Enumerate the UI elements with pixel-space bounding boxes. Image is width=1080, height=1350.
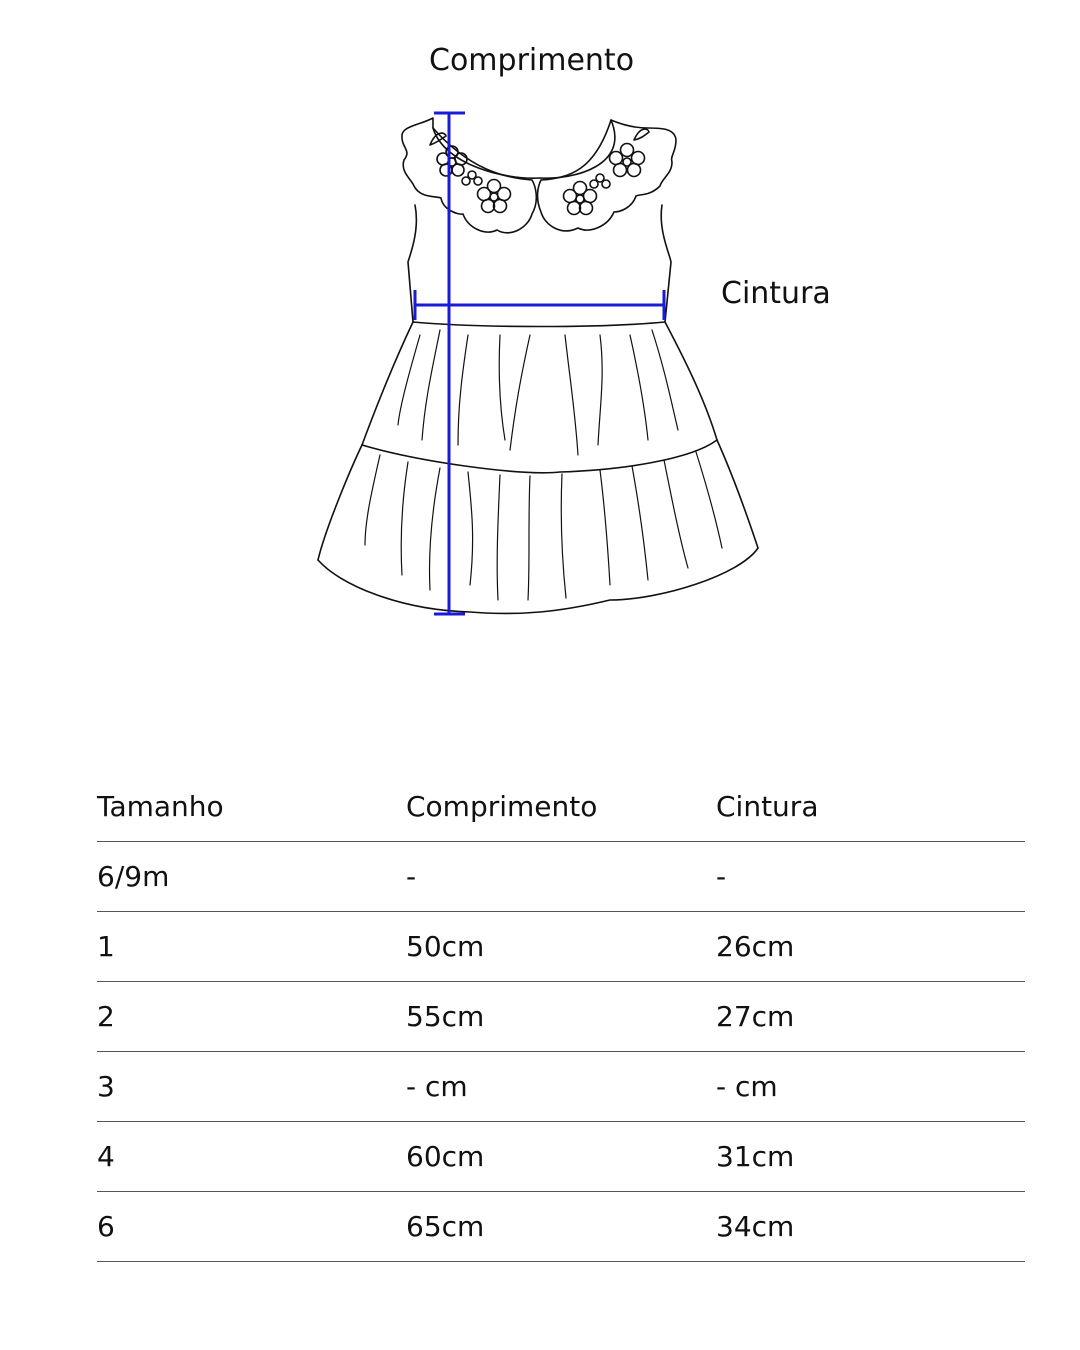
waist-measure-line bbox=[415, 290, 664, 320]
length-label: Comprimento bbox=[429, 43, 635, 78]
table-row bbox=[97, 842, 1025, 912]
size-cell: 6/9m bbox=[97, 860, 170, 893]
length-cell: - cm bbox=[406, 1070, 468, 1103]
waist-label: Cintura bbox=[721, 276, 831, 311]
waist-cell: - bbox=[716, 860, 727, 893]
header-waist: Cintura bbox=[716, 790, 819, 823]
table-row bbox=[97, 1122, 1025, 1192]
waist-cell: 27cm bbox=[716, 1000, 795, 1033]
right-collar bbox=[538, 120, 676, 231]
size-cell: 1 bbox=[97, 930, 115, 963]
tier-seam bbox=[362, 440, 717, 473]
upper-tier-folds bbox=[398, 330, 678, 455]
bodice-outline bbox=[433, 120, 615, 178]
size-table bbox=[97, 772, 1025, 1262]
waist-cell: 31cm bbox=[716, 1140, 795, 1173]
waist-seam bbox=[413, 322, 665, 327]
length-cell: 60cm bbox=[406, 1140, 485, 1173]
upper-tier-right bbox=[665, 322, 717, 440]
size-cell: 3 bbox=[97, 1070, 115, 1103]
left-collar bbox=[402, 118, 536, 233]
lower-tier-folds bbox=[365, 452, 722, 600]
hem bbox=[318, 548, 758, 614]
lower-tier-right bbox=[717, 440, 758, 548]
lower-tier-left bbox=[318, 445, 362, 560]
table-row bbox=[97, 1052, 1025, 1122]
size-cell: 2 bbox=[97, 1000, 115, 1033]
length-cell: 55cm bbox=[406, 1000, 485, 1033]
table-header-row bbox=[97, 772, 1025, 842]
length-cell: - bbox=[406, 860, 417, 893]
length-cell: 50cm bbox=[406, 930, 485, 963]
header-length: Comprimento bbox=[406, 790, 598, 823]
header-size: Tamanho bbox=[97, 790, 224, 823]
size-cell: 4 bbox=[97, 1140, 115, 1173]
table-row bbox=[97, 912, 1025, 982]
waist-cell: 26cm bbox=[716, 930, 795, 963]
size-cell: 6 bbox=[97, 1210, 115, 1243]
table-row bbox=[97, 982, 1025, 1052]
table-row bbox=[97, 1192, 1025, 1262]
waist-cell: 34cm bbox=[716, 1210, 795, 1243]
upper-tier-left bbox=[362, 322, 413, 445]
waist-cell: - cm bbox=[716, 1070, 778, 1103]
length-cell: 65cm bbox=[406, 1210, 485, 1243]
length-measure-line bbox=[434, 113, 465, 614]
